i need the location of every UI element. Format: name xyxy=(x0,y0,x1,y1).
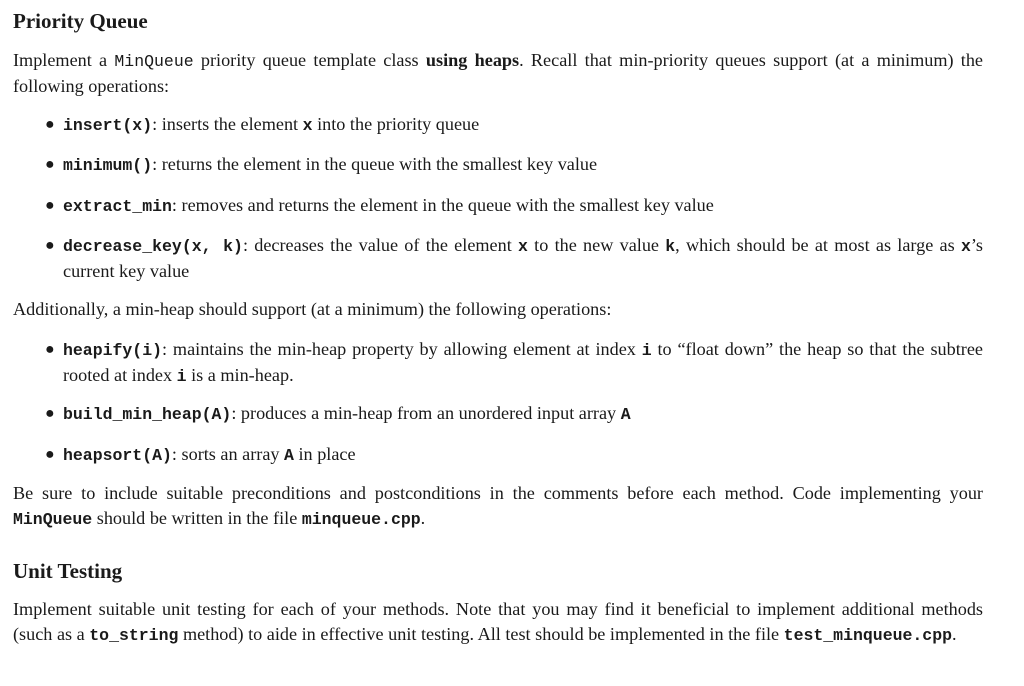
op-signature: minimum() xyxy=(63,156,153,175)
section-title-priority-queue: Priority Queue xyxy=(13,9,148,33)
op-signature: heapify(i) xyxy=(63,341,163,360)
op-desc: to “float down” the heap so that the subtree rooted at index xyxy=(63,339,983,385)
list-item-extract-min xyxy=(45,193,983,219)
op-desc: in place xyxy=(293,444,356,464)
closing-code-minqueue: MinQueue xyxy=(13,510,93,529)
section-title-unit-testing: Unit Testing xyxy=(13,559,123,583)
bullet-icon: ● xyxy=(45,341,55,358)
intro-code-minqueue: MinQueue xyxy=(114,52,194,71)
closing-text-1: Be sure to include suitable preconditions and postconditions in the comments before each method. Code implementing your xyxy=(13,483,983,503)
closing-code-filename: minqueue.cpp xyxy=(301,510,421,529)
closing-text-2: should be written in the file xyxy=(92,508,302,528)
op-signature: extract_min xyxy=(63,197,172,216)
op-desc: : produces a min-heap from an unordered input array xyxy=(231,403,621,423)
closing-text-3: . xyxy=(420,508,426,528)
op-code-a: A xyxy=(284,446,294,465)
list-item-minimum xyxy=(45,152,983,178)
op-desc: to the new value xyxy=(527,235,666,255)
op-desc: : maintains the min-heap property by allowing element at index xyxy=(162,339,642,359)
op-desc: : removes and returns the element in the queue with the smallest key value xyxy=(171,195,714,215)
intro-paragraph xyxy=(13,48,983,99)
bullet-icon: ● xyxy=(45,197,55,214)
intro-text-2: priority queue template class xyxy=(193,50,426,70)
bullet-icon: ● xyxy=(45,116,55,133)
op-desc: : inserts the element xyxy=(152,114,303,134)
op-desc: ’s current key value xyxy=(63,235,984,281)
op-code-i: i xyxy=(176,367,187,386)
intro-bold-using-heaps: using heaps xyxy=(425,50,520,70)
unit-testing-paragraph xyxy=(13,597,983,648)
unit-text-3: . xyxy=(952,624,957,644)
op-signature: build_min_heap(A) xyxy=(63,405,232,424)
list-item-insert xyxy=(45,112,983,138)
bullet-icon: ● xyxy=(45,237,55,254)
op-code-x: x xyxy=(960,237,971,256)
closing-paragraph xyxy=(13,481,983,532)
heap-intro-paragraph: Additionally, a min-heap should support (at a minimum) the following operations: xyxy=(13,299,612,319)
op-desc: is a min-heap. xyxy=(186,365,294,385)
unit-code-to-string: to_string xyxy=(89,626,179,645)
unit-code-filename: test_minqueue.cpp xyxy=(783,626,952,645)
op-desc: into the priority queue xyxy=(312,114,480,134)
intro-text-3: . Recall that min-priority queues support (at a minimum) the following operations: xyxy=(13,50,984,96)
list-item-build-min-heap xyxy=(45,401,983,427)
op-code-x: x xyxy=(518,237,528,256)
unit-text-1: Implement suitable unit testing for each of your methods. Note that you may find it beneficial to implement additional methods (such as a xyxy=(13,599,983,644)
op-code-a: A xyxy=(620,405,631,424)
bullet-icon: ● xyxy=(45,156,55,173)
op-code-i: i xyxy=(641,341,652,360)
op-code-k: k xyxy=(665,237,676,256)
op-signature: decrease_key(x, k) xyxy=(63,237,243,256)
list-item-heapify xyxy=(45,337,983,389)
bullet-icon: ● xyxy=(45,405,55,422)
bullet-icon: ● xyxy=(45,446,55,463)
unit-text-2: method) to aide in effective unit testing. All test should be implemented in the file xyxy=(178,624,784,644)
list-item-decrease-key xyxy=(45,233,984,284)
op-desc: : decreases the value of the element xyxy=(242,235,519,255)
op-desc: , which should be at most as large as xyxy=(675,235,961,255)
op-desc: : returns the element in the queue with the smallest key value xyxy=(152,154,598,174)
op-signature: insert(x) xyxy=(63,116,153,135)
op-signature: heapsort(A) xyxy=(63,446,172,465)
list-item-heapsort xyxy=(45,442,983,468)
intro-text-1: Implement a xyxy=(13,50,115,70)
op-desc: : sorts an array xyxy=(171,444,285,464)
op-code-x: x xyxy=(302,116,313,135)
